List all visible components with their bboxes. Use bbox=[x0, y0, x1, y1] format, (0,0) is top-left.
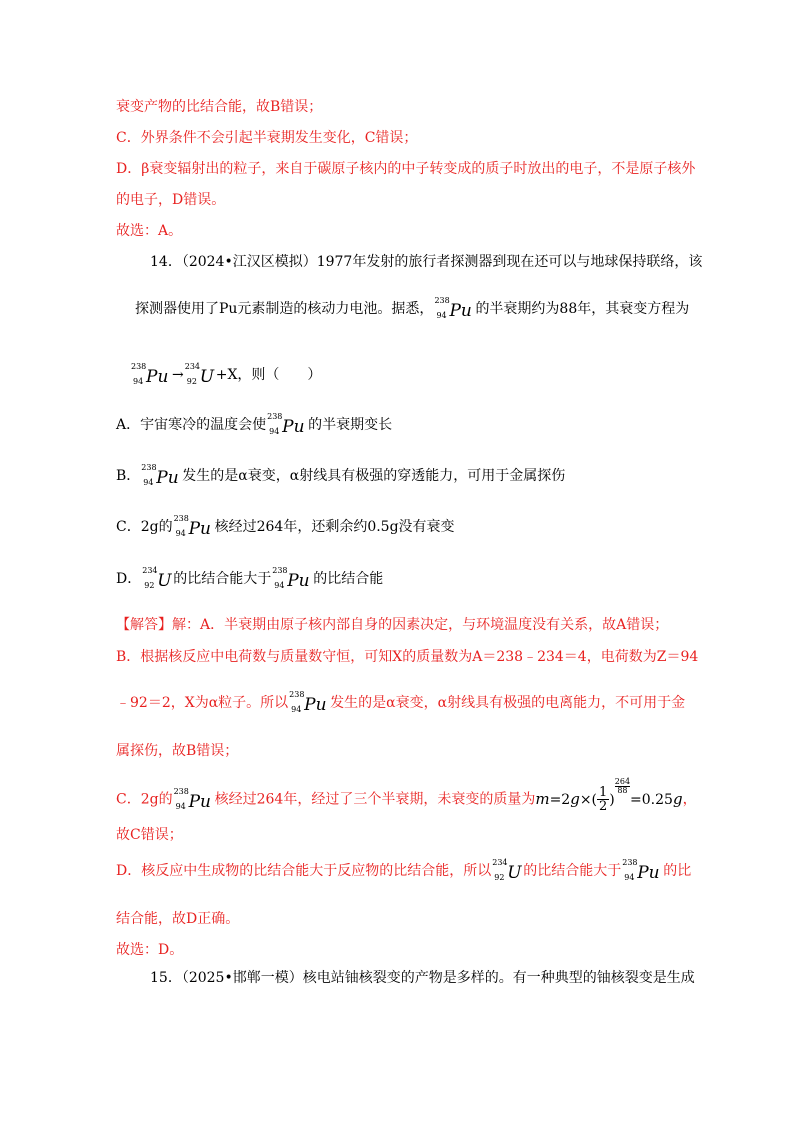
solution-line: ﹣92＝2，X为α粒子。所以 238 94 Pu 发生的是α衰变，α射线具有极强的电离能力，不可用于金 bbox=[116, 690, 686, 715]
nuclide-u: 234 92 U bbox=[492, 858, 522, 883]
answer-line: D．β衰变辐射出的粒子，来自于碳原子核内的中子转变成的质子时放出的电子，不是原子核外 bbox=[116, 161, 696, 177]
solution-line: 结合能，故D正确。 bbox=[116, 911, 240, 927]
nuclide-pu: 238 94 Pu bbox=[173, 514, 211, 539]
answer-line: 的电子，D错误。 bbox=[116, 192, 226, 208]
nuclide-pu: 238 94 Pu bbox=[131, 362, 169, 387]
exponent-fraction: $\frac{264}{88}$ bbox=[614, 777, 631, 795]
nuclide-pu: 238 94 Pu bbox=[141, 463, 179, 488]
nuclide-pu: 238 94 Pu bbox=[267, 412, 305, 437]
question-14-line-2: 探测器使用了Pu元素制造的核动力电池。据悉， 238 94 Pu 的半衰期约为88年，其衰变方程为 bbox=[135, 296, 690, 321]
nuclide-u: 234 92 U bbox=[142, 566, 172, 591]
nuclide-pu: 238 94 Pu bbox=[289, 690, 327, 715]
nuclide-pu: 238 94 Pu bbox=[434, 296, 472, 321]
solution-line: 【解答】解：A．半衰期由原子核内部自身的因素决定，与环境温度没有关系，故A错误； bbox=[116, 617, 669, 633]
solution-line: 故选：D。 bbox=[116, 942, 184, 958]
fraction-one-half: $\frac{1}{2}$ bbox=[599, 785, 608, 814]
answer-line: 衰变产物的比结合能，故B错误； bbox=[116, 99, 323, 115]
nuclide-pu: 238 94 Pu bbox=[272, 566, 310, 591]
option-b: B． 238 94 Pu 发生的是α衰变，α射线具有极强的穿透能力，可用于金属探伤 bbox=[116, 463, 566, 488]
solution-line: B．根据核反应中电荷数与质量数守恒，可知X的质量数为A＝238﹣234＝4，电荷数为Z＝94 bbox=[116, 649, 699, 665]
solution-line: 属探伤，故B错误； bbox=[116, 743, 239, 759]
solution-line: D．核反应中生成物的比结合能大于反应物的比结合能，所以 234 92 U 的比结合能大于 238 94 Pu 的比 bbox=[116, 858, 692, 883]
nuclide-u: 234 92 U bbox=[184, 362, 215, 387]
option-c: C．2g的 238 94 Pu 核经过264年，还剩余约0.5g没有衰变 bbox=[116, 514, 455, 539]
mass-formula: m=2g×( $\frac{1}{2}$ ) $\frac{264}{88}=0.25g$ bbox=[535, 777, 683, 814]
decay-equation: 238 94 Pu → 234 92 U +X，则（ ） bbox=[131, 362, 322, 387]
option-d: D． 234 92 U 的比结合能大于 238 94 Pu 的比结合能 bbox=[116, 566, 384, 591]
question-15-stem: 15．（2025•邯郸一模）核电站铀核裂变的产物是多样的。有一种典型的铀核裂变是生成 bbox=[150, 970, 695, 986]
solution-line-formula: C．2g的 238 94 Pu 核经过264年，经过了三个半衰期，未衰变的质量为m=2g×( $\frac{1}{2}$ ) $\frac{264}{88}=0.25g$， bbox=[116, 777, 697, 814]
question-14-stem: 14．（2024•江汉区模拟）1977年发射的旅行者探测器到现在还可以与地球保持联络，该 bbox=[150, 254, 703, 270]
solution-line: 故C错误； bbox=[116, 827, 183, 843]
nuclide-pu: 238 94 Pu bbox=[173, 786, 211, 812]
option-a: A．宇宙寒冷的温度会使 238 94 Pu 的半衰期变长 bbox=[116, 412, 393, 437]
answer-line: C．外界条件不会引起半衰期发生变化，C错误； bbox=[116, 130, 418, 146]
nuclide-pu: 238 94 Pu bbox=[622, 858, 660, 883]
answer-line: 故选：A。 bbox=[116, 223, 183, 239]
